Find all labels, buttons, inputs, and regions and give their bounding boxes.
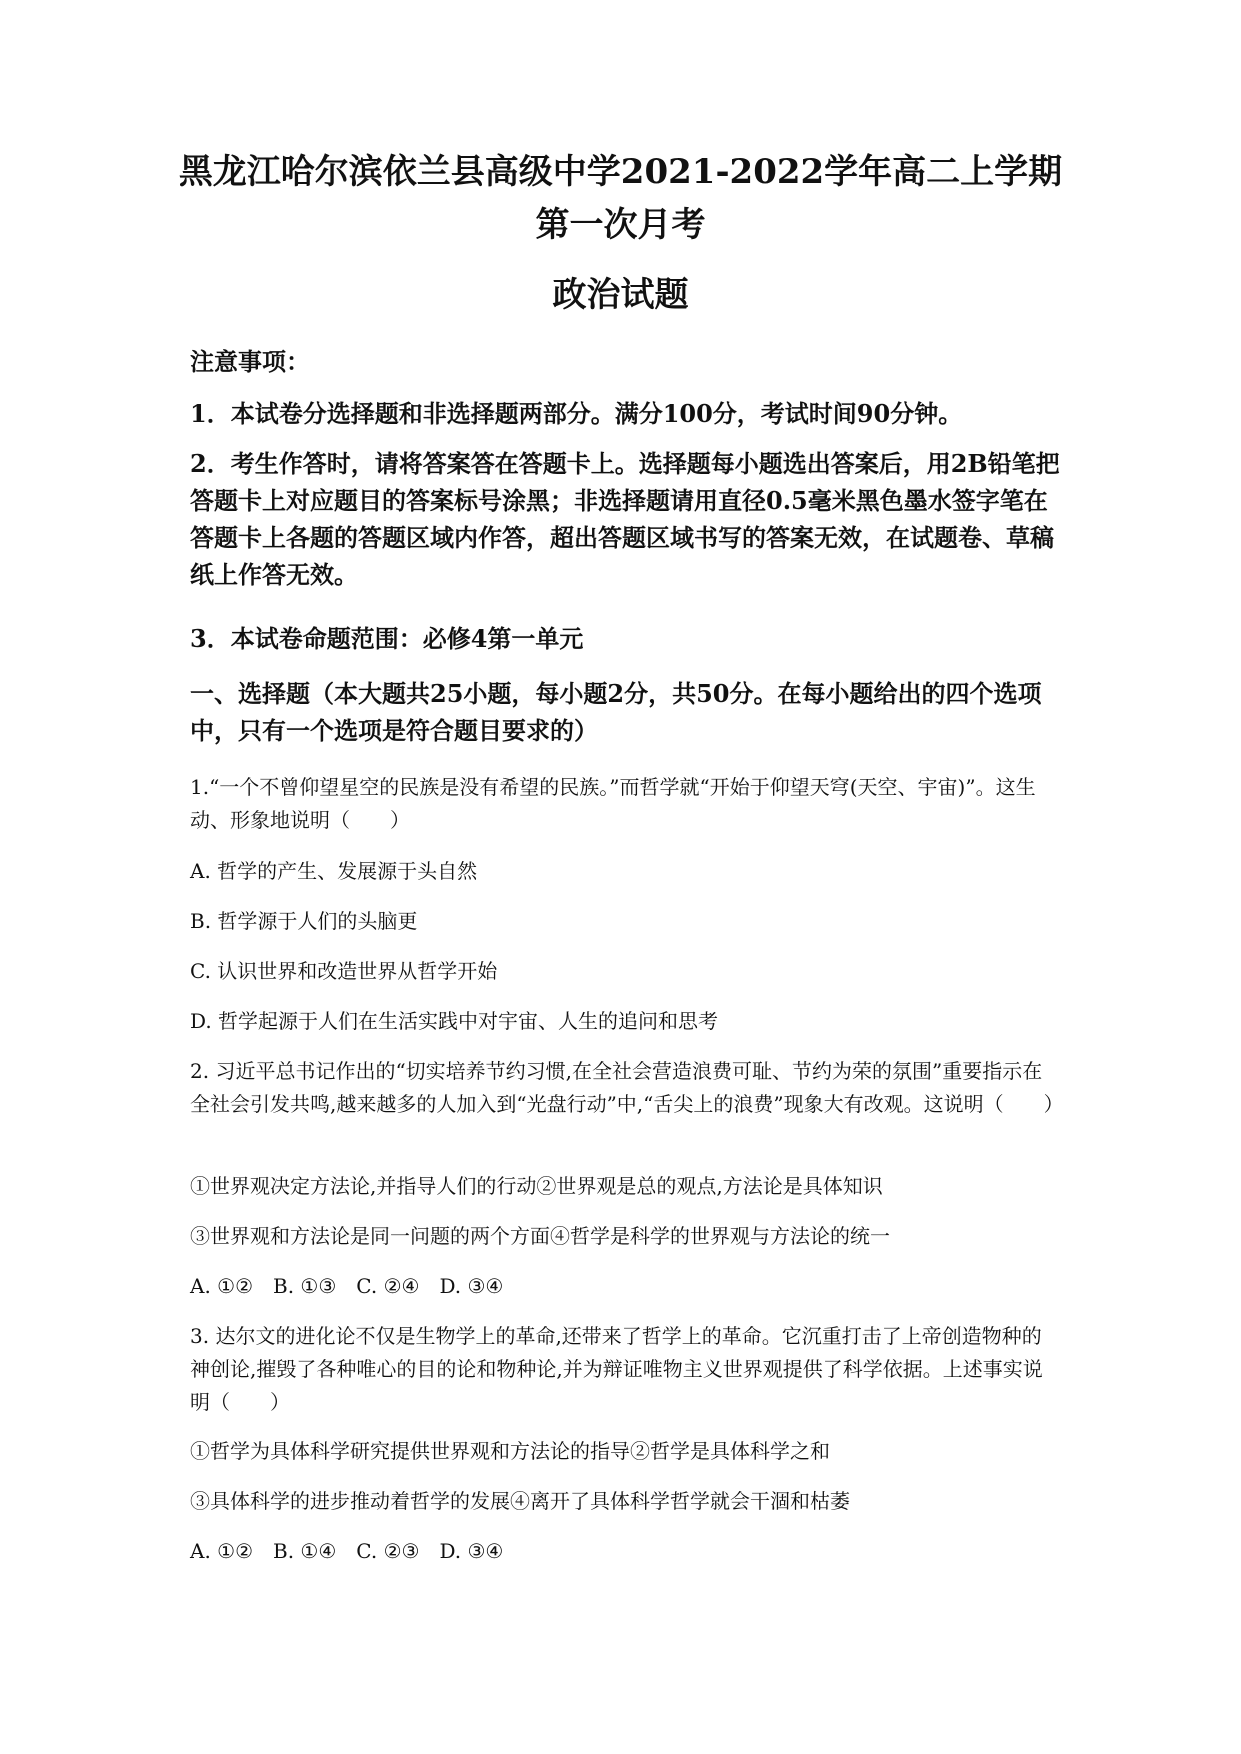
question-2-choices: A. ①② B. ①③ C. ②④ D. ③④ [190, 1274, 504, 1298]
note-item-3: 3．本试卷命题范围：必修4第一单元 [190, 624, 584, 653]
exam-subject: 政治试题 [552, 275, 689, 315]
exam-title-line2: 第一次月考 [535, 205, 706, 245]
exam-title-line1: 黑龙江哈尔滨依兰县高级中学2021-2022学年高二上学期 [178, 152, 1063, 192]
question-2-statement-1: ①世界观决定方法论,并指导人们的行动②世界观是总的观点,方法论是具体知识 [190, 1174, 883, 1198]
note-item-2: 2．考生作答时，请将答案答在答题卡上。选择题每小题选出答案后，用2B铅笔把答题卡上对应题目的答案标号涂黑；非选择题请用直径0.5毫米黑色墨水签字笔在答题卡上各题的答题区域内作答，超出答题区域书写的答案无效，在试题卷、草稿纸上作答无效。 [190, 449, 1060, 589]
question-3-statement-1: ①哲学为具体科学研究提供世界观和方法论的指导②哲学是具体科学之和 [190, 1439, 830, 1463]
question-3-stem: 3. 达尔文的进化论不仅是生物学上的革命,还带来了哲学上的革命。它沉重打击了上帝创造物种的神创论,摧毁了各种唯心的目的论和物种论,并为辩证唯物主义世界观提供了科学依据。上述事实说明（ ） [190, 1324, 1043, 1414]
question-2-statement-2: ③世界观和方法论是同一问题的两个方面④哲学是科学的世界观与方法论的统一 [190, 1224, 890, 1248]
question-1-option-c: C. 认识世界和改造世界从哲学开始 [190, 959, 498, 983]
question-2-stem: 2. 习近平总书记作出的“切实培养节约习惯,在全社会营造浪费可耻、节约为荣的氛围”重要指示在全社会引发共鸣,越来越多的人加入到“光盘行动”中,“舌尖上的浪费”现象大有改观。这说明（ ） [190, 1059, 1064, 1116]
notes-heading: 注意事项： [190, 347, 310, 376]
question-1-option-d: D. 哲学起源于人们在生活实践中对宇宙、人生的追问和思考 [190, 1009, 719, 1033]
section-heading: 一、选择题（本大题共25小题，每小题2分，共50分。在每小题给出的四个选项中，只有一个选项是符合题目要求的） [190, 679, 1042, 745]
note-item-1: 1．本试卷分选择题和非选择题两部分。满分100分，考试时间90分钟。 [190, 399, 963, 428]
question-1-option-a: A. 哲学的产生、发展源于头自然 [190, 859, 478, 883]
question-3-statement-2: ③具体科学的进步推动着哲学的发展④离开了具体科学哲学就会干涸和枯萎 [190, 1489, 850, 1513]
question-1-stem: 1.“一个不曾仰望星空的民族是没有希望的民族。”而哲学就“开始于仰望天穹(天空、宇宙)”。这生动、形象地说明（ ） [190, 775, 1036, 832]
question-3-choices: A. ①② B. ①④ C. ②③ D. ③④ [190, 1539, 504, 1563]
question-1-option-b: B. 哲学源于人们的头脑更 [190, 909, 418, 933]
